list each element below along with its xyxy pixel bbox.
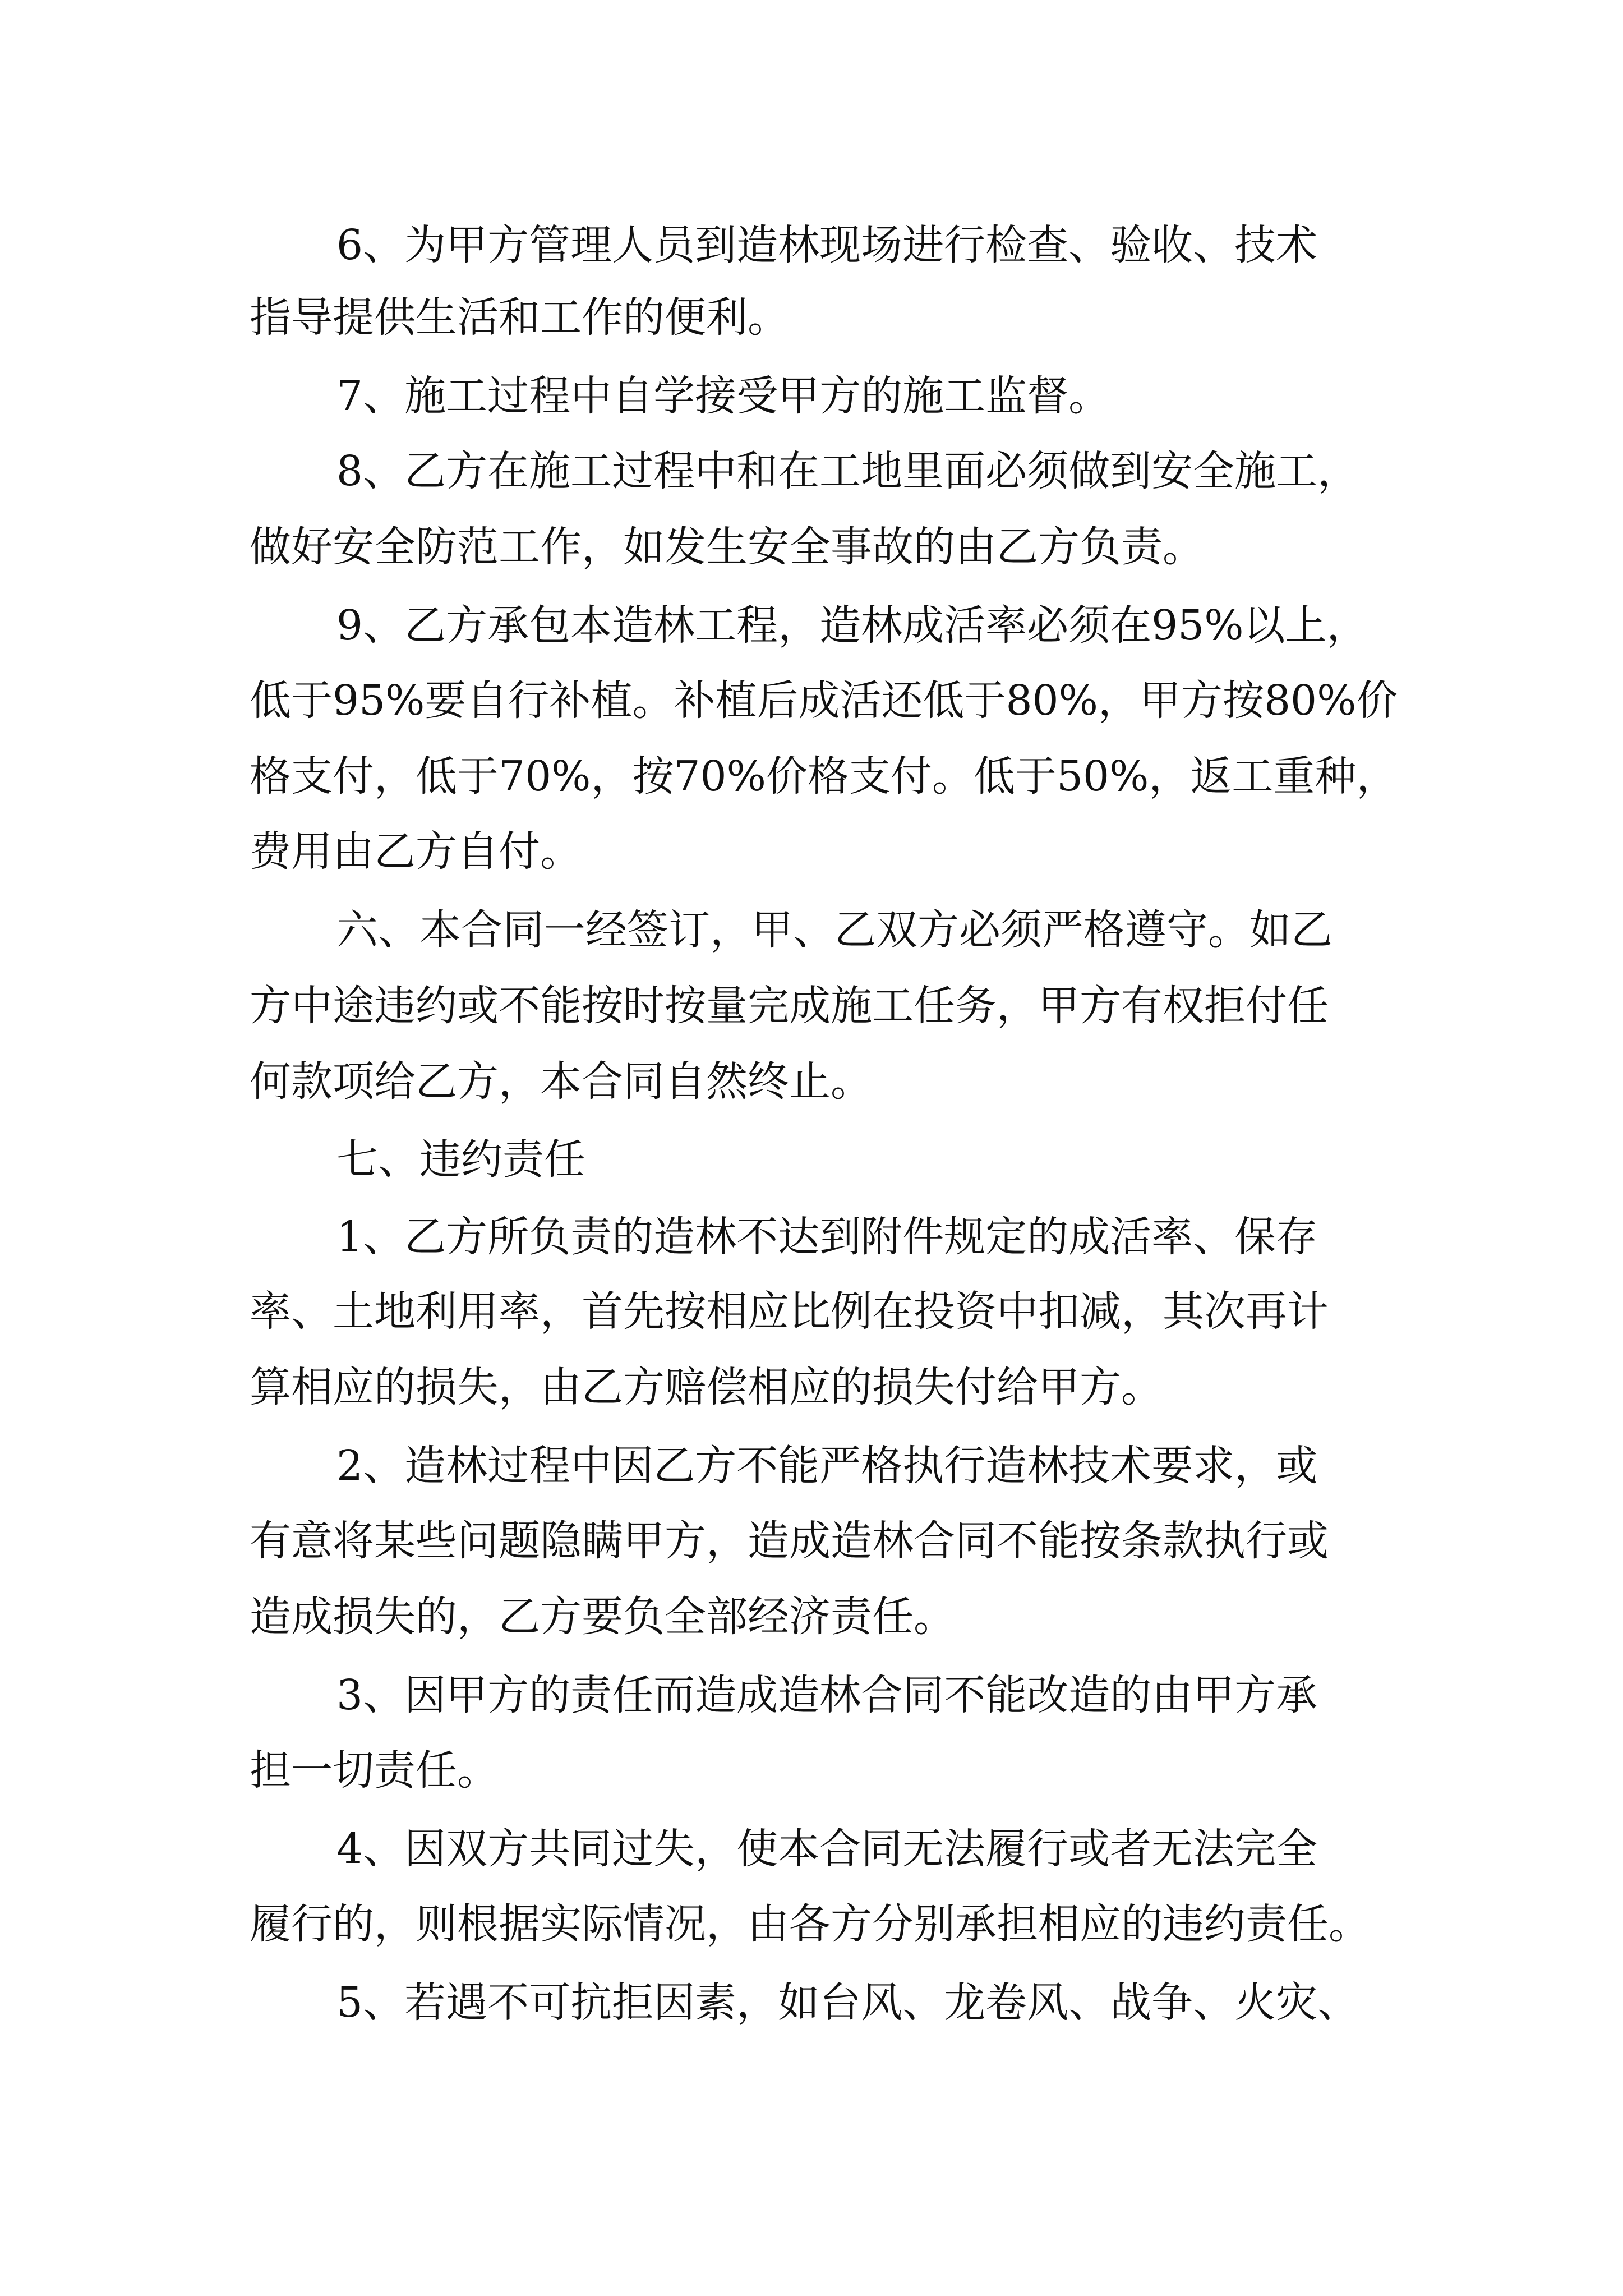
- text-line: 七、违约责任: [336, 1135, 585, 1184]
- text-line: 8、乙方在施工过程中和在工地里面必须做到安全施工，: [336, 447, 1359, 495]
- text-line: 1、乙方所负责的造林不达到附件规定的成活率、保存: [336, 1213, 1318, 1261]
- text-line: 担一切责任。: [250, 1746, 499, 1795]
- text-line: 做好安全防范工作，如发生安全事故的由乙方负责。: [250, 523, 1204, 571]
- text-line: 算相应的损失，由乙方赔偿相应的损失付给甲方。: [250, 1363, 1163, 1411]
- text-line: 何款项给乙方，本合同自然终止。: [250, 1057, 872, 1106]
- text-line: 低于95%要自行补植。补植后成活还低于80%，甲方按80%价: [250, 677, 1398, 725]
- text-line: 方中途违约或不能按时按量完成施工任务，甲方有权拒付任: [250, 982, 1329, 1030]
- text-line: 有意将某些问题隐瞒甲方，造成造林合同不能按条款执行或: [250, 1517, 1329, 1565]
- text-line: 指导提供生活和工作的便利。: [250, 293, 789, 342]
- text-line: 六、本合同一经签订，甲、乙双方必须严格遵守。如乙: [336, 906, 1332, 954]
- text-line: 格支付，低于70%，按70%价格支付。低于50%，返工重种，: [250, 752, 1398, 800]
- text-line: 6、为甲方管理人员到造林现场进行检查、验收、技术: [336, 221, 1318, 269]
- text-line: 履行的，则根据实际情况，由各方分别承担相应的违约责任。: [250, 1900, 1370, 1948]
- text-line: 费用由乙方自付。: [250, 827, 582, 876]
- text-line: 4、因双方共同过失，使本合同无法履行或者无法完全: [336, 1825, 1318, 1873]
- text-line: 率、土地利用率，首先按相应比例在投资中扣减，其次再计: [250, 1287, 1329, 1336]
- text-line: 5、若遇不可抗拒因素，如台风、龙卷风、战争、火灾、: [336, 1978, 1359, 2027]
- text-line: 2、造林过程中因乙方不能严格执行造林技术要求，或: [336, 1442, 1318, 1490]
- text-line: 7、施工过程中自学接受甲方的施工监督。: [336, 372, 1110, 420]
- text-line: 3、因甲方的责任而造成造林合同不能改造的由甲方承: [336, 1671, 1318, 1719]
- text-line: 9、乙方承包本造林工程，造林成活率必须在95%以上，: [336, 601, 1368, 650]
- text-line: 造成损失的，乙方要负全部经济责任。: [250, 1593, 955, 1641]
